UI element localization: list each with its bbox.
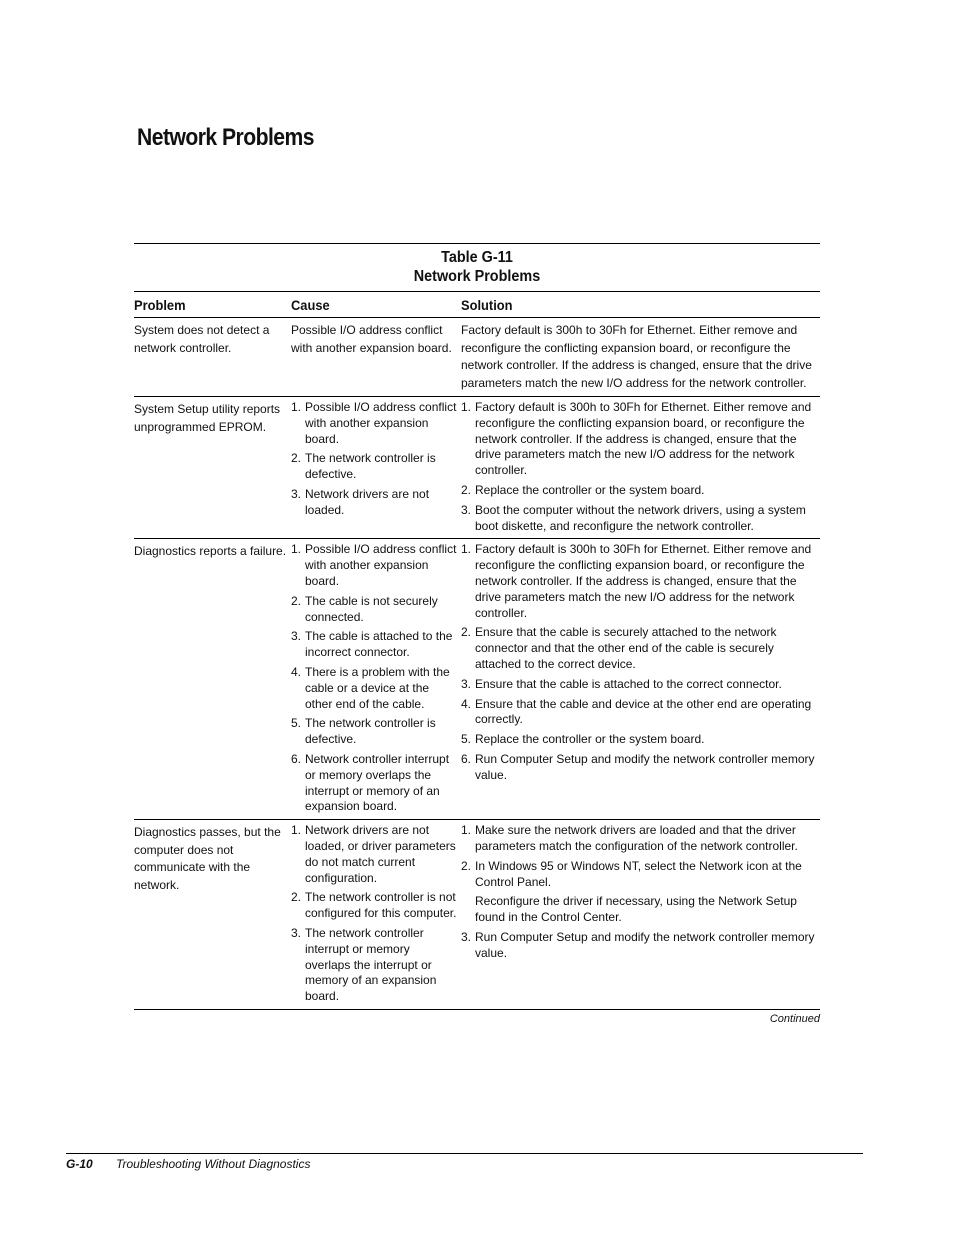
page-title: Network Problems <box>137 124 315 151</box>
solution-item-text <box>475 400 816 479</box>
cause-item-text <box>305 890 457 922</box>
page-footer <box>66 1157 310 1171</box>
list-item <box>461 677 816 693</box>
table-header-row <box>134 292 820 318</box>
item-number: 3. <box>461 676 472 691</box>
cause-item-text <box>305 487 457 519</box>
list-item <box>291 542 457 589</box>
cause-item-text <box>305 594 457 626</box>
solution-cell <box>461 542 820 815</box>
solution-item-text <box>475 677 816 693</box>
problem-cell: System does not detect a network controller. <box>134 323 270 355</box>
solution-list <box>461 823 816 961</box>
item-number: 1. <box>291 400 302 414</box>
cause-item-label: The cable is attached to the incorrect connector. <box>305 629 453 660</box>
cause-item-text <box>305 400 457 447</box>
cause-cell <box>291 542 461 815</box>
item-number: 1. <box>291 542 302 557</box>
solution-item-label: Run Computer Setup and modify the network controller memory value. <box>475 751 815 782</box>
item-number: 2. <box>291 890 302 905</box>
list-item <box>291 629 457 661</box>
cause-item-label: The network controller is not configured for this computer. <box>305 890 457 921</box>
solution-item-label: Factory default is 300h to 30Fh for Ethernet. Either remove and reconfigure the conflicting expansion board, or reconfigure the network controller. If the address is changed, ensure that the drive parameters match the new I/O address for the network controller. <box>475 542 812 620</box>
list-item <box>461 930 816 962</box>
item-number: 2. <box>461 858 472 873</box>
header-cause: Cause <box>291 296 330 313</box>
footer-page-number: G-10 <box>66 1157 93 1171</box>
table-number: Table G-11 <box>441 249 513 266</box>
list-item <box>461 859 816 926</box>
cause-list <box>291 823 457 1005</box>
solution-item-label: Replace the controller or the system board. <box>475 482 705 497</box>
list-item <box>461 625 816 672</box>
item-number: 5. <box>461 732 472 747</box>
table-row <box>134 397 820 539</box>
list-item <box>291 752 457 815</box>
list-item <box>461 752 816 784</box>
item-number: 2. <box>291 593 302 608</box>
cause-item-label: Network controller interrupt or memory overlaps the interrupt or memory of an expansion board. <box>305 751 450 814</box>
solution-cell <box>461 400 820 534</box>
cause-item-label: Possible I/O address conflict with another expansion board. <box>305 542 457 588</box>
item-number: 1. <box>461 823 472 838</box>
network-problems-table <box>134 243 820 1025</box>
cause-item-label: Network drivers are not loaded, or driver parameters do not match current configuration. <box>305 823 456 885</box>
solution-item-text <box>475 503 816 535</box>
item-number: 2. <box>291 451 302 466</box>
solution-item-text <box>475 732 816 748</box>
cause-item-text <box>305 451 457 483</box>
list-item <box>461 732 816 748</box>
item-number: 6. <box>461 751 472 766</box>
cause-item-label: The network controller interrupt or memory overlaps the interrupt or memory of an expansion board. <box>305 925 437 1004</box>
list-item <box>291 823 457 886</box>
item-number: 2. <box>461 625 472 640</box>
cause-cell <box>291 823 461 1005</box>
solution-item-label: In Windows 95 or Windows NT, select the Network icon at the Control Panel. <box>475 858 802 889</box>
cause-cell <box>291 321 461 392</box>
list-item <box>461 823 816 855</box>
item-number: 6. <box>291 751 302 766</box>
solution-item-label: Ensure that the cable is attached to the correct connector. <box>475 676 782 691</box>
cause-item-text <box>305 716 457 748</box>
table-row <box>134 539 820 820</box>
header-solution: Solution <box>461 296 513 313</box>
table-row <box>134 820 820 1010</box>
item-number: 3. <box>291 486 302 501</box>
list-item <box>461 697 816 729</box>
list-item <box>461 542 816 621</box>
table-caption <box>134 243 820 292</box>
list-item <box>461 503 816 535</box>
cause-item-label: Network drivers are not loaded. <box>305 486 430 517</box>
list-item <box>461 483 816 499</box>
cause-item-text <box>305 542 457 589</box>
list-item <box>291 890 457 922</box>
item-number: 1. <box>461 542 472 557</box>
solution-item-text <box>475 859 816 926</box>
cause-item-label: There is a problem with the cable or a device at the other end of the cable. <box>305 664 450 711</box>
list-item <box>291 716 457 748</box>
item-number: 3. <box>291 925 302 940</box>
item-number: 5. <box>291 716 302 731</box>
cause-item-text <box>305 752 457 815</box>
list-item <box>461 400 816 479</box>
cause-item-label: Possible I/O address conflict with another expansion board. <box>305 400 457 446</box>
solution-item-text <box>475 542 816 621</box>
item-number: 3. <box>461 502 472 517</box>
solution-item-label: Replace the controller or the system board. <box>475 732 705 747</box>
cause-item-text <box>305 665 457 712</box>
list-item <box>291 400 457 447</box>
list-item <box>291 926 457 1005</box>
cause-item-label: The network controller is defective. <box>305 716 436 747</box>
item-number: 3. <box>291 629 302 644</box>
solution-item-text <box>475 483 816 499</box>
cause-item-text <box>305 926 457 1005</box>
solution-cell <box>461 321 820 392</box>
item-number: 3. <box>461 929 472 944</box>
item-number: 4. <box>461 696 472 711</box>
solution-item-text <box>475 930 816 962</box>
solution-item-text <box>475 697 816 729</box>
cause-item-text <box>305 629 457 661</box>
solution-item-text <box>475 752 816 784</box>
table-title: Network Problems <box>413 268 541 285</box>
solution-item-label: Ensure that the cable is securely attached to the network connector and that the other end of the cable is securely attached to the correct device. <box>475 625 777 671</box>
solution-item-label: Make sure the network drivers are loaded and that the driver parameters match the configuration of the network controller. <box>475 823 798 853</box>
list-item <box>291 594 457 626</box>
item-number: 1. <box>291 823 302 838</box>
solution-list <box>461 542 816 783</box>
problem-cell: Diagnostics passes, but the computer does not communicate with the network. <box>134 825 281 892</box>
continued-note: Continued <box>769 1012 820 1025</box>
item-number: 4. <box>291 664 302 679</box>
cause-item-label: The network controller is defective. <box>305 451 436 482</box>
solution-item-text <box>475 823 816 855</box>
solution-text: Factory default is 300h to 30Fh for Ethernet. Either remove and reconfigure the conflicting expansion board, or reconfigure the network controller. If the address is changed, ensure that the drive parameters match the new I/O address for the network controller. <box>461 323 812 390</box>
cause-item-text <box>305 823 457 886</box>
footer-title: Troubleshooting Without Diagnostics <box>116 1157 311 1171</box>
footer-divider <box>66 1153 863 1154</box>
solution-extra-text: Reconfigure the driver if necessary, using the Network Setup found in the Control Center. <box>475 894 797 925</box>
list-item <box>291 487 457 519</box>
solution-cell <box>461 823 820 1005</box>
solution-list <box>461 400 816 534</box>
item-number: 2. <box>461 482 472 497</box>
solution-item-label: Boot the computer without the network drivers, using a system boot diskette, and reconfigure the network controller. <box>475 502 806 533</box>
solution-item-label: Factory default is 300h to 30Fh for Ethernet. Either remove and reconfigure the conflicting expansion board, or reconfigure the network controller. If the address is changed, ensure that the drive parameters match the new I/O address for the network controller. <box>475 400 812 478</box>
problem-cell: System Setup utility reports unprogrammed EPROM. <box>134 402 281 434</box>
problem-cell: Diagnostics reports a failure. <box>134 544 287 559</box>
solution-item-label: Ensure that the cable and device at the other end are operating correctly. <box>475 696 812 727</box>
solution-item-label: Run Computer Setup and modify the network controller memory value. <box>475 929 815 960</box>
list-item <box>291 665 457 712</box>
header-problem: Problem <box>134 296 186 313</box>
cause-text: Possible I/O address conflict with another expansion board. <box>291 323 452 355</box>
solution-item-text <box>475 625 816 672</box>
cause-cell <box>291 400 461 534</box>
cause-item-label: The cable is not securely connected. <box>305 593 438 624</box>
item-number: 1. <box>461 400 472 414</box>
table-row <box>134 318 820 397</box>
cause-list <box>291 542 457 815</box>
cause-list <box>291 400 457 519</box>
list-item <box>291 451 457 483</box>
table-body <box>134 318 820 1010</box>
